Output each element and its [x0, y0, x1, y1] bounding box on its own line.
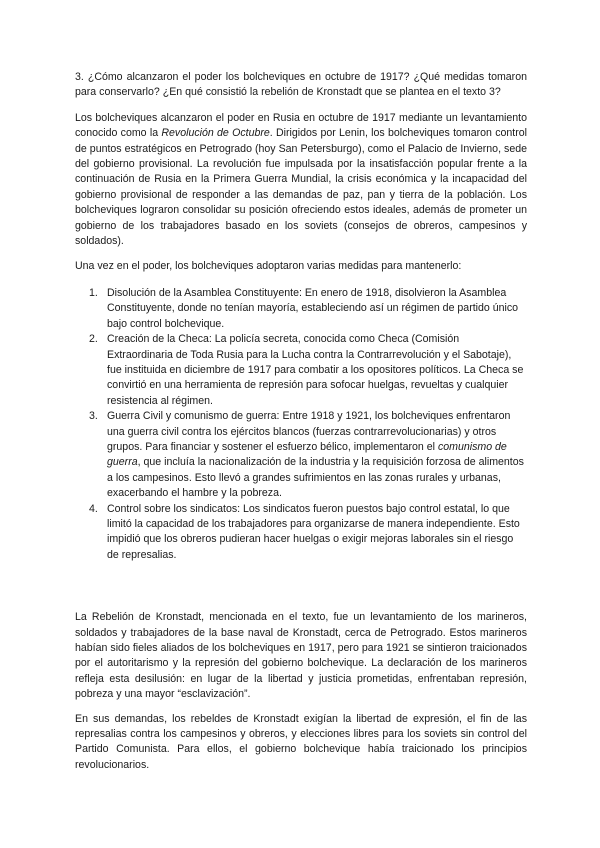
question-paragraph: 3. ¿Cómo alcanzaron el poder los bolcheviques en octubre de 1917? ¿Qué medidas tomaron para conservarlo? ¿En qué consistió la rebelión de Kronstadt que se plantea en el texto 3?: [75, 71, 527, 99]
intro-paragraph: [75, 111, 527, 250]
list-number: 2.: [89, 333, 98, 346]
measures-lead: Una vez en el poder, los bolcheviques adoptaron varias medidas para mantenerlo:: [75, 260, 462, 273]
list-item-emphasis: comunismo de guerra: [107, 440, 507, 469]
list-item: [75, 409, 527, 501]
document-page: [75, 70, 527, 773]
list-item-text: Guerra Civil y comunismo de guerra: Entre 1918 y 1921, los bolcheviques enfrentaron una guerra civil contra los ejércitos blancos (fuerzas contrarrevolucionarias) y otros grupos. Para financiar y sostener el esfuerzo bélico, implementaron el: [107, 410, 511, 453]
list-item-text: Disolución de la Asamblea Constituyente: En enero de 1918, disolvieron la Asamblea Constituyente, donde no tenían mayoría, estableciendo así un régimen de partido único bajo control bolchevique.: [107, 286, 519, 330]
intro-emphasis: Revolución de Octubre: [161, 127, 270, 140]
list-number: 4.: [89, 502, 98, 515]
list-item: [75, 502, 527, 564]
kronstadt-paragraph-2: En sus demandas, los rebeldes de Kronstadt exigían la libertad de expresión, el fin de las represalias contra los campesinos y obreros, y elecciones libres para los soviets sin control del Partido Comunista. Para ellos, el gobierno bolchevique había traicionado los principios revolucionarios.: [75, 712, 527, 771]
list-number: 3.: [89, 410, 98, 423]
list-item-text: Creación de la Checa: La policía secreta, conocida como Checa (Comisión Extraordinaria de Toda Rusia para la Lucha contra la Contrarrevolución y el Sabotaje), fue instituida en diciembre de 1917 para combatir a los opositores políticos. La Checa se convirtió en una herramienta de represión para sofocar huelgas, revueltas y cualquier resistencia al régimen.: [107, 333, 524, 407]
kronstadt-paragraph-1: La Rebelión de Kronstadt, mencionada en el texto, fue un levantamiento de los marineros, soldados y trabajadores de la base naval de Kronstadt, cerca de Petrogrado. Estos marineros habían sido fieles aliados de los bolcheviques en 1917, pero para 1921 se sintieron traicionados por el autoritarismo y la represión del gobierno bolchevique. La declaración de los marineros refleja esta desilusión: en lugar de la libertad y justicia prometidas, enfrentaban represión, pobreza y una mayor “esclavización”.: [75, 611, 527, 701]
list-item-text: Control sobre los sindicatos: Los sindicatos fueron puestos bajo control estatal, lo que limitó la capacidad de los trabajadores para organizarse de manera independiente. Esto impidió que los obreros pudieran hacer huelgas o exigir mejoras laborales sin el riesgo de represalias.: [107, 502, 520, 561]
intro-text-1: Los bolcheviques alcanzaron el poder en Rusia en octubre de 1917 mediante un levantamiento conocido como la: [75, 111, 527, 140]
list-item: [75, 286, 527, 332]
measures-list: [75, 286, 527, 563]
spacer: [75, 563, 527, 610]
intro-text-2: . Dirigidos por Lenin, los bolcheviques tomaron control de puntos estratégicos en Petrogrado (hoy San Petersburgo), como el Palacio de Invierno, sede del gobierno provisional. La revolución fue impulsada por la insatisfacción popular frente a la continuación de Rusia en la Primera Guerra Mundial, la crisis económica y la incapacidad del gobierno provisional de responder a las demandas de paz, pan y tierra de la población. Los bolcheviques lograron consolidar su posición ofreciendo estos ideales, además de prometer un gobierno de los trabajadores basado en los soviets (consejos de obreros, campesinos y soldados).: [75, 127, 528, 248]
list-number: 1.: [89, 286, 98, 299]
list-item: [75, 332, 527, 409]
list-item-text: , que incluía la nacionalización de la industria y la requisición forzosa de alimentos a los campesinos. Esto llevó a grandes sufrimientos en las zonas rurales y urbanas, exacerbando el hambre y la pobreza.: [107, 456, 524, 500]
